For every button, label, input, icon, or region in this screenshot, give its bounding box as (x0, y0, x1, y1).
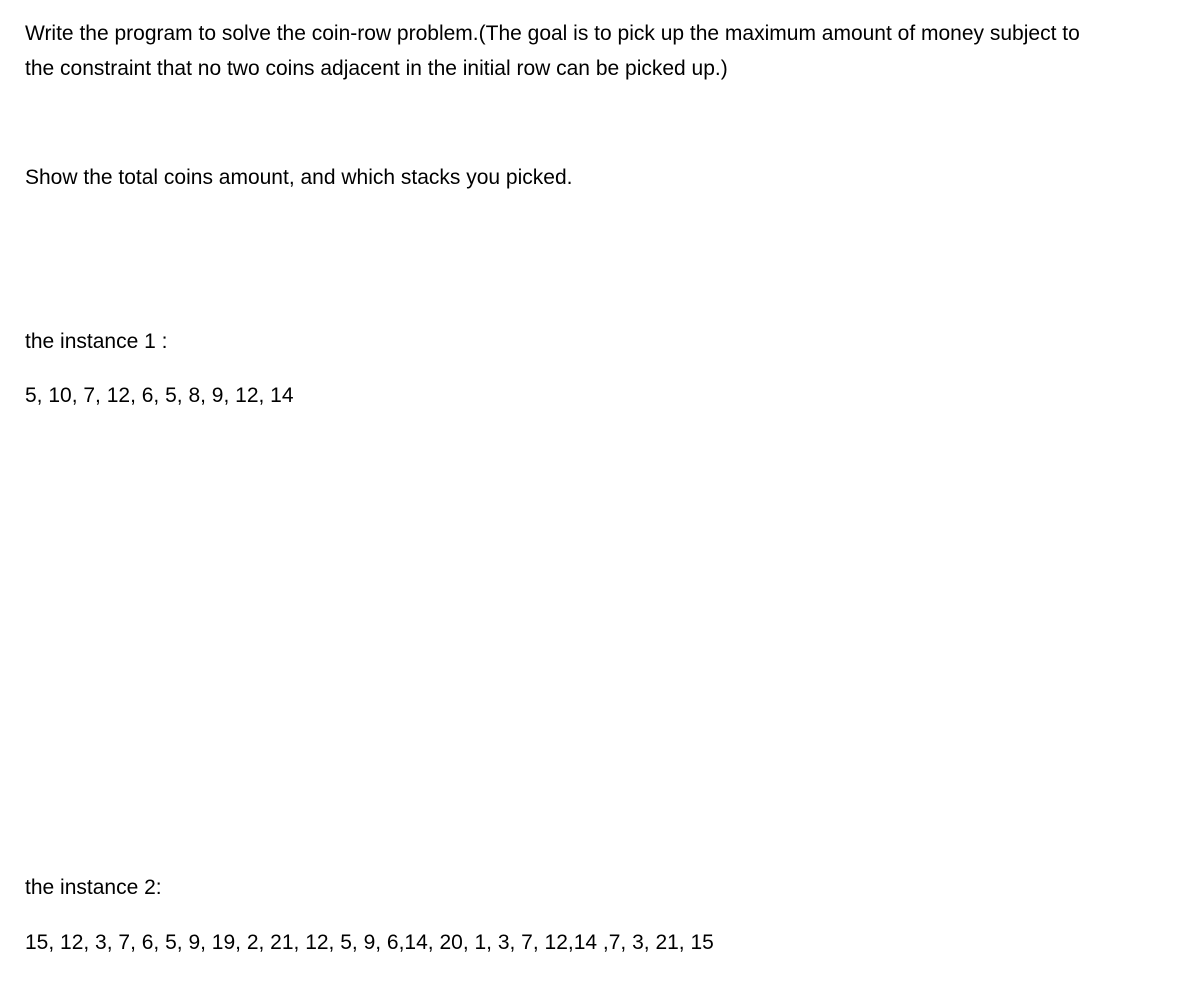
output-instructions: Show the total coins amount, and which stacks you picked. (25, 166, 573, 189)
instance-2-values: 15, 12, 3, 7, 6, 5, 9, 19, 2, 21, 12, 5, 9, 6,14, 20, 1, 3, 7, 12,14 ,7, 3, 21, 15 (25, 931, 714, 954)
problem-statement-line-1: Write the program to solve the coin-row problem.(The goal is to pick up the maximum amount of money subject to (25, 22, 1080, 45)
instance-1-label: the instance 1 : (25, 330, 168, 353)
problem-statement-line-2: the constraint that no two coins adjacent in the initial row can be picked up.) (25, 57, 728, 80)
instance-1-values: 5, 10, 7, 12, 6, 5, 8, 9, 12, 14 (25, 384, 294, 407)
instance-2-label: the instance 2: (25, 876, 162, 899)
